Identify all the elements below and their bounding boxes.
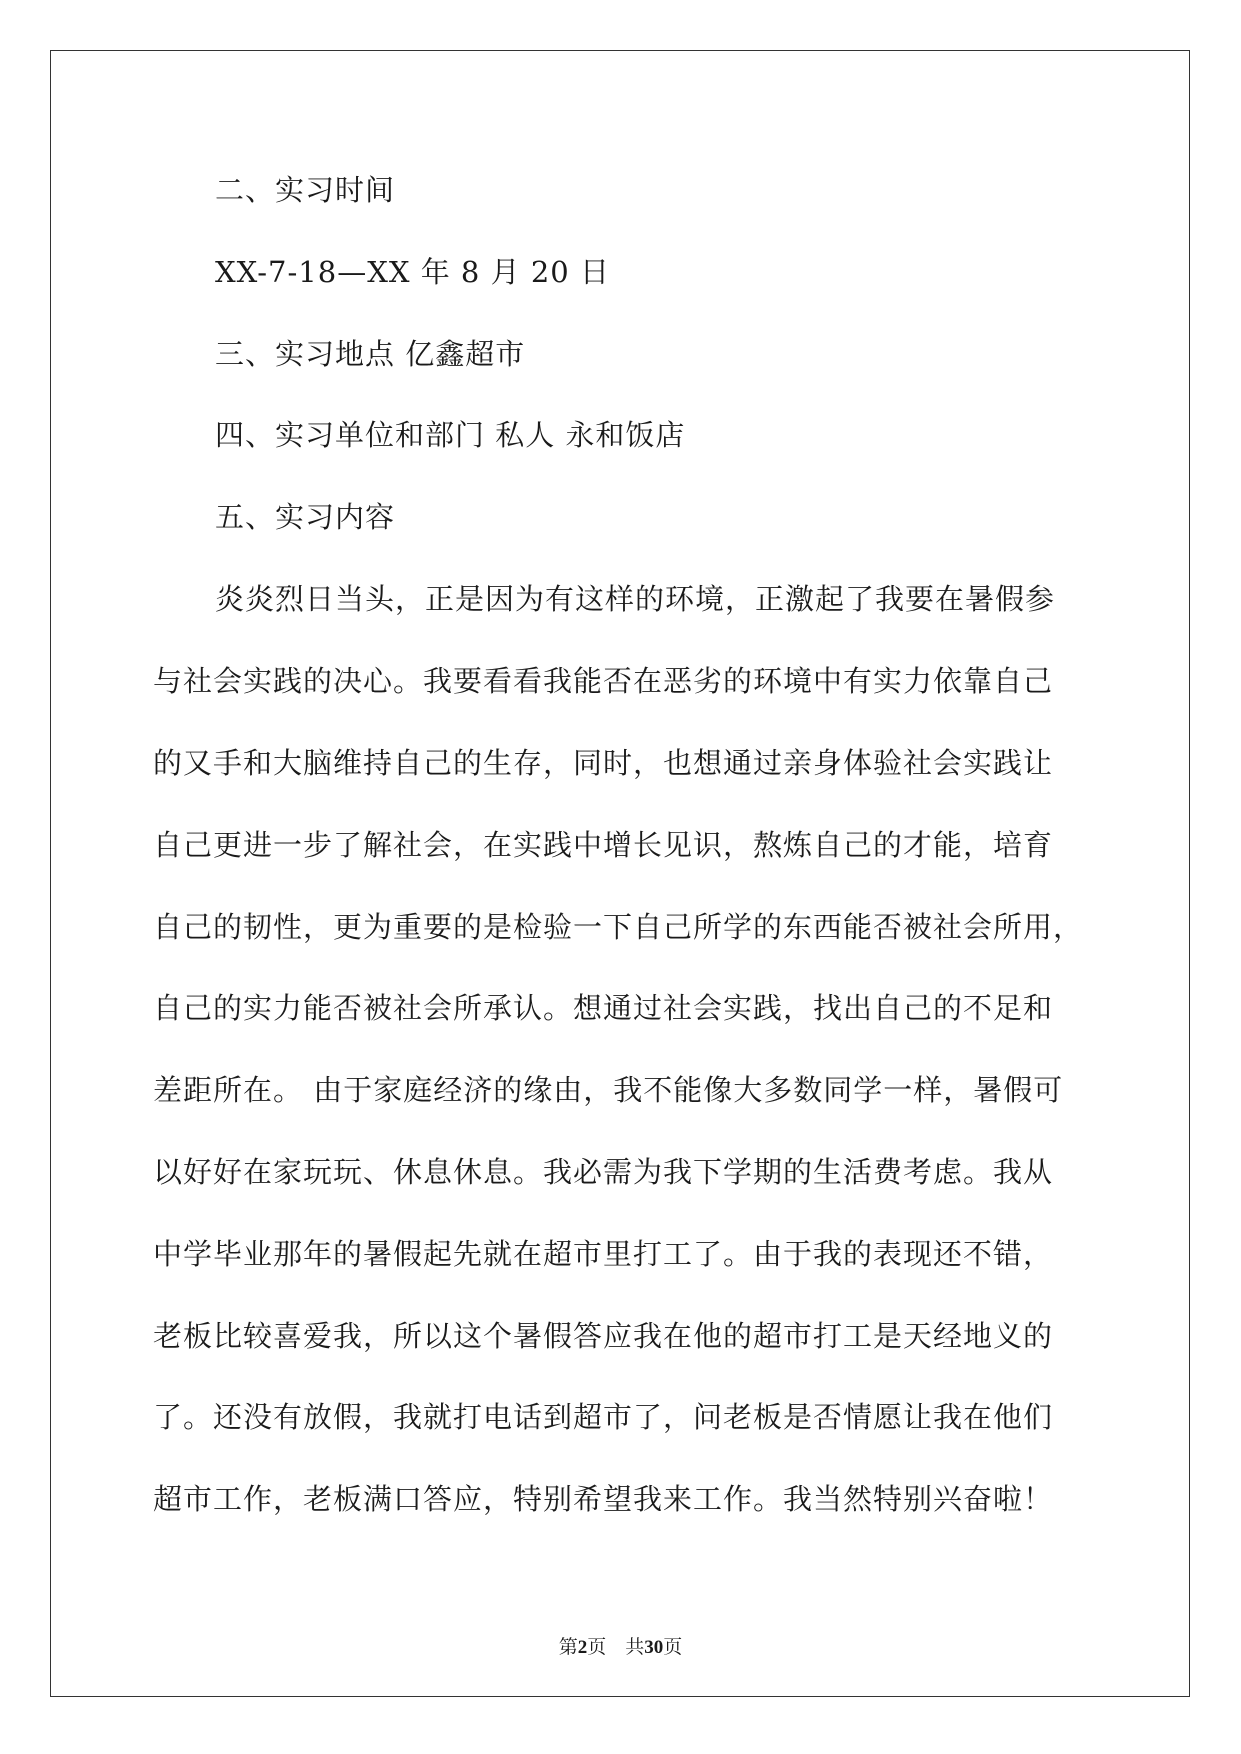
current-page-number: 2 xyxy=(577,1637,588,1658)
paragraph-line: 炎炎烈日当头，正是因为有这样的环境，正激起了我要在暑假参 xyxy=(215,582,1056,616)
paragraph-line: 超市工作，老板满口答应，特别希望我来工作。我当然特别兴奋啦！ xyxy=(153,1482,1054,1516)
page-footer xyxy=(0,1632,1241,1659)
paragraph-line: 自己更进一步了解社会，在实践中增长见识，熬炼自己的才能，培育 xyxy=(153,828,1054,862)
paragraph-line: 以好好在家玩玩、休息休息。我必需为我下学期的生活费考虑。我从 xyxy=(153,1155,1054,1189)
section-place: 三、实习地点 亿鑫超市 xyxy=(215,337,526,371)
section-time-heading: 二、实习时间 xyxy=(215,173,396,207)
paragraph-line: 自己的实力能否被社会所承认。想通过社会实践，找出自己的不足和 xyxy=(153,991,1054,1025)
section-unit: 四、实习单位和部门 私人 永和饭店 xyxy=(215,418,686,452)
paragraph-line: 中学毕业那年的暑假起先就在超市里打工了。由于我的表现还不错， xyxy=(153,1237,1054,1271)
paragraph-line: 了。还没有放假，我就打电话到超市了，问老板是否情愿让我在他们 xyxy=(153,1400,1054,1434)
footer-mid: 页 共 xyxy=(587,1637,645,1658)
total-page-number: 30 xyxy=(644,1637,664,1658)
paragraph-line: 老板比较喜爱我，所以这个暑假答应我在他的超市打工是天经地义的 xyxy=(153,1319,1054,1353)
section-time-value: XX-7-18—XX 年 8 月 20 日 xyxy=(215,255,610,289)
footer-suffix: 页 xyxy=(663,1637,683,1658)
paragraph-line: 自己的韧性，更为重要的是检验一下自己所学的东西能否被社会所用， xyxy=(153,910,1084,944)
footer-prefix: 第 xyxy=(558,1637,578,1658)
paragraph-line: 差距所在。 由于家庭经济的缘由，我不能像大多数同学一样，暑假可 xyxy=(153,1073,1064,1107)
section-content-heading: 五、实习内容 xyxy=(215,500,396,534)
page-border xyxy=(50,50,1190,1697)
paragraph-line: 与社会实践的决心。我要看看我能否在恶劣的环境中有实力依靠自己 xyxy=(153,664,1054,698)
paragraph-line: 的又手和大脑维持自己的生存，同时，也想通过亲身体验社会实践让 xyxy=(153,746,1054,780)
